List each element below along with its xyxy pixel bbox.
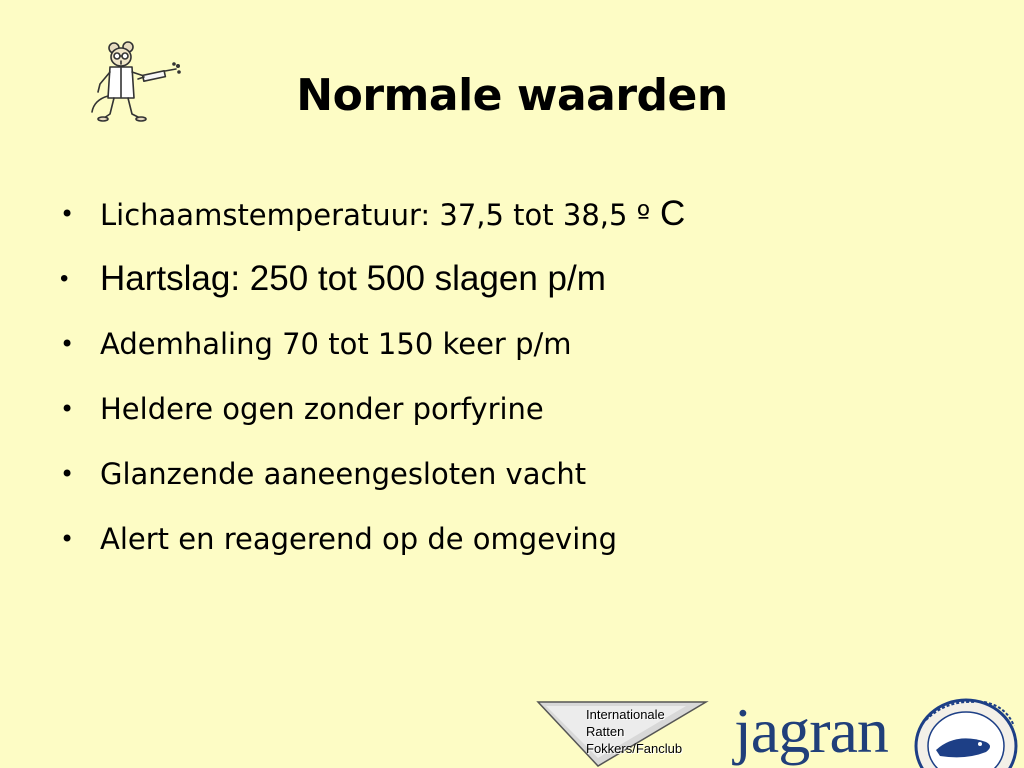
- bullet-dot-icon: •: [60, 265, 69, 292]
- bullet-item: [60, 251, 990, 316]
- irf-logo: [536, 700, 726, 768]
- bullet-text: Lichaamstemperatuur: 37,5 tot 38,5 º: [100, 198, 651, 232]
- jagran-logo: jagran: [734, 695, 888, 766]
- bullet-dot-icon: •: [60, 460, 75, 488]
- bullet-dot-icon: •: [60, 330, 75, 358]
- bullet-text: Hartslag: 250 tot 500 slagen p/m: [100, 259, 606, 298]
- irf-line-1: Internationale: [586, 707, 665, 722]
- bullet-item: [60, 381, 990, 446]
- irf-line-3: Fokkers/Fanclub: [586, 741, 683, 756]
- bullet-text: Glanzende aaneengesloten vacht: [100, 457, 587, 491]
- bullet-item: [60, 511, 990, 576]
- bullet-item: [60, 186, 990, 251]
- ezn-seal-icon: [906, 690, 1024, 768]
- bullet-text: Heldere ogen zonder porfyrine: [100, 392, 544, 426]
- bullet-item: [60, 446, 990, 511]
- bullet-text: Alert en reagerend op de omgeving: [100, 522, 618, 556]
- irf-logo-text: [586, 706, 682, 757]
- bullet-list: [60, 186, 990, 576]
- irf-line-2: Ratten: [586, 724, 625, 739]
- slide-title: Normale waarden: [296, 70, 728, 121]
- bullet-text: Ademhaling 70 tot 150 keer p/m: [100, 327, 572, 361]
- bullet-dot-icon: •: [60, 200, 75, 228]
- bullet-item: [60, 316, 990, 381]
- bullet-dot-icon: •: [60, 395, 75, 423]
- bullet-dot-icon: •: [60, 525, 75, 553]
- bullet-text-suffix: C: [650, 194, 686, 233]
